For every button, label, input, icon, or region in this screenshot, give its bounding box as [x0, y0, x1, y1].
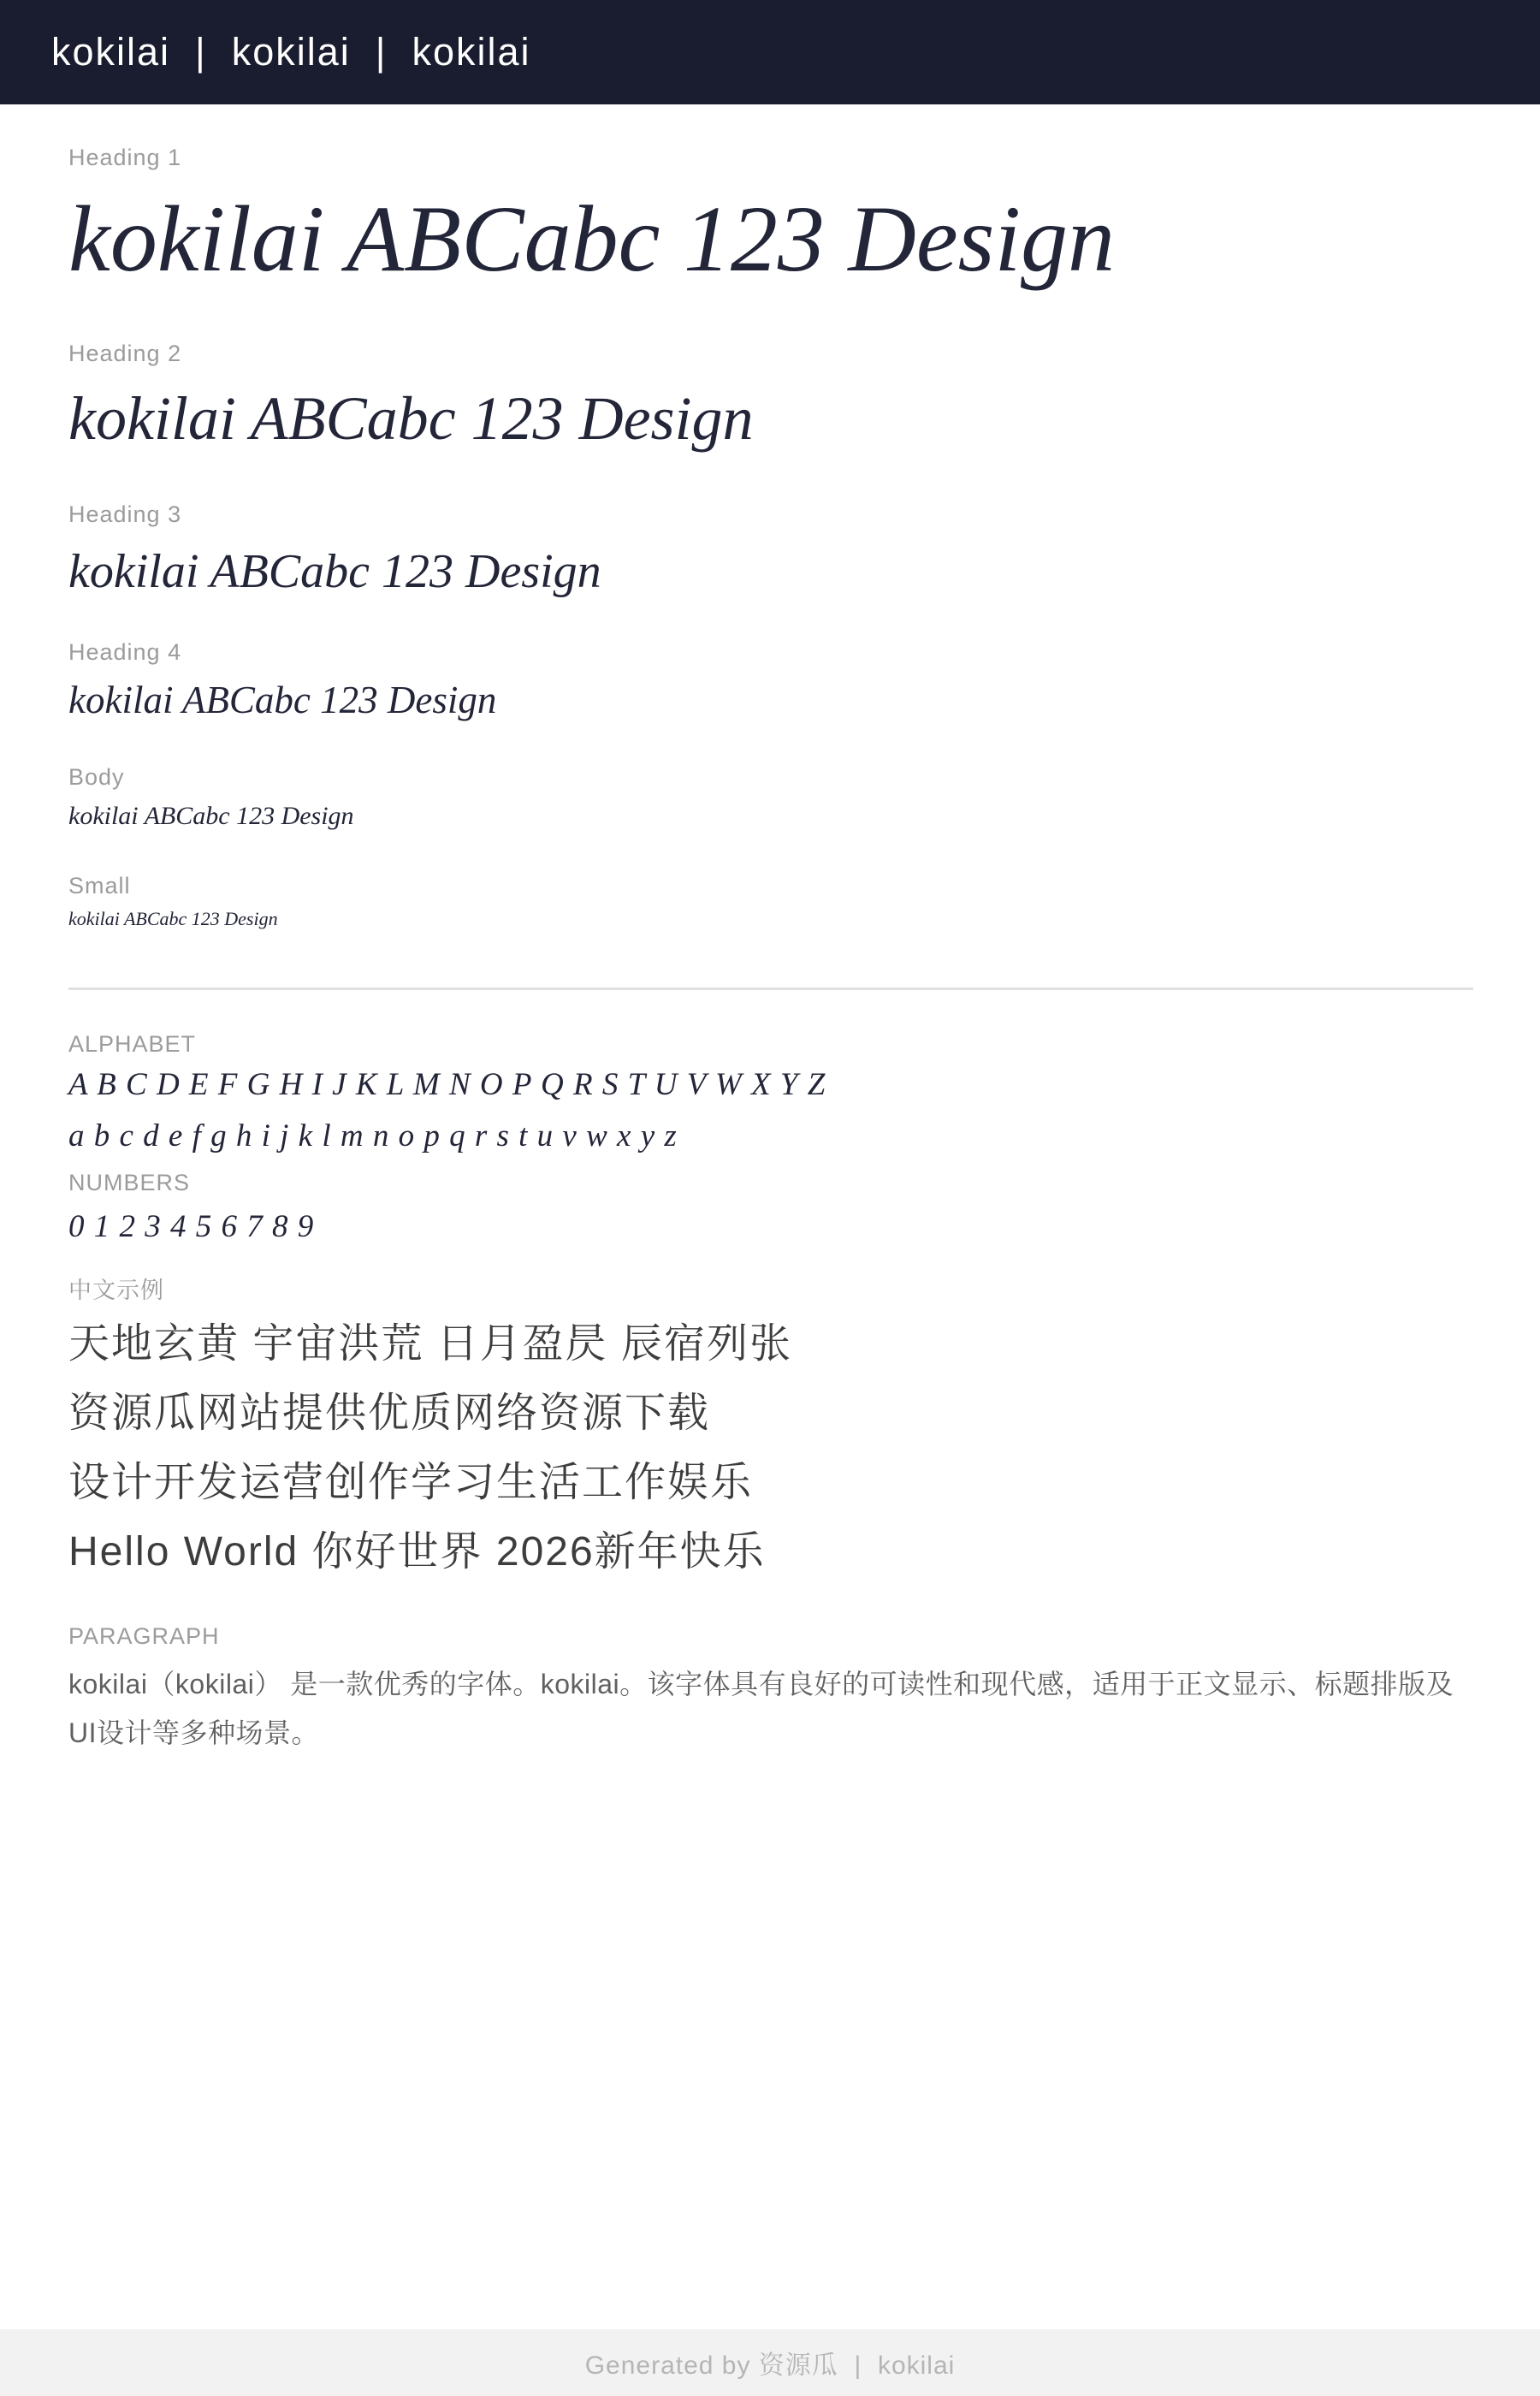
numbers-label: NUMBERS — [68, 1170, 191, 1196]
paragraph-text: kokilai（kokilai） 是一款优秀的字体。kokilai。该字体具有良好的可读性和现代感，适用于正文显示、标题排版及UI设计等多种场景。 — [68, 1669, 1454, 1749]
chinese-sample-line-2: 资源瓜网站提供优质网络资源下载 — [68, 1391, 711, 1437]
footer-credit: Generated by 资源瓜 | kokilai — [584, 2352, 956, 2380]
small-label: Small — [68, 872, 131, 898]
paragraph-section — [68, 1622, 1472, 1758]
alphabet-section — [68, 1030, 1472, 1248]
heading1-label: Heading 1 — [68, 145, 182, 170]
heading3-sample: kokilai ABCabc 123 Design — [68, 544, 601, 598]
site-footer — [0, 2329, 1540, 2396]
body-sample: kokilai ABCabc 123 Design — [68, 801, 354, 830]
section-divider — [68, 987, 1473, 990]
heading4-label: Heading 4 — [68, 639, 182, 666]
alphabet-lowercase-row: a b c d e f g h i j k l m n o p q r s t u v w x y z — [68, 1118, 678, 1154]
heading3-label: Heading 3 — [68, 501, 182, 527]
chinese-sample-label: 中文示例 — [68, 1278, 164, 1304]
site-header — [0, 0, 1540, 104]
alphabet-label: ALPHABET — [68, 1031, 197, 1058]
numbers-row: 0 1 2 3 4 5 6 7 8 9 — [68, 1209, 315, 1245]
heading2-sample: kokilai ABCabc 123 Design — [68, 384, 754, 453]
body-label: Body — [68, 763, 125, 790]
heading2-label: Heading 2 — [68, 341, 182, 366]
paragraph-label: PARAGRAPH — [68, 1623, 220, 1650]
brand-title: kokilai | kokilai | kokilai — [51, 30, 531, 74]
chinese-sample-lines — [68, 1309, 1472, 1586]
chinese-sample-section — [68, 1277, 1472, 1586]
heading1-sample: kokilai ABCabc 123 Design — [68, 187, 1116, 291]
chinese-sample-line-4: Hello World 你好世界 2026新年快乐 — [68, 1529, 766, 1575]
heading4-sample: kokilai ABCabc 123 Design — [68, 679, 497, 722]
small-sample: kokilai ABCabc 123 Design — [68, 907, 278, 929]
chinese-sample-line-3: 设计开发运营创作学习生活工作娱乐 — [68, 1460, 754, 1506]
alphabet-uppercase-row: A B C D E F G H I J K L M N O P Q R S T U V W X Y Z — [68, 1067, 826, 1103]
chinese-sample-line-1: 天地玄黄 宇宙洪荒 日月盈昃 辰宿列张 — [68, 1321, 793, 1367]
specimen-page — [0, 104, 1540, 1758]
